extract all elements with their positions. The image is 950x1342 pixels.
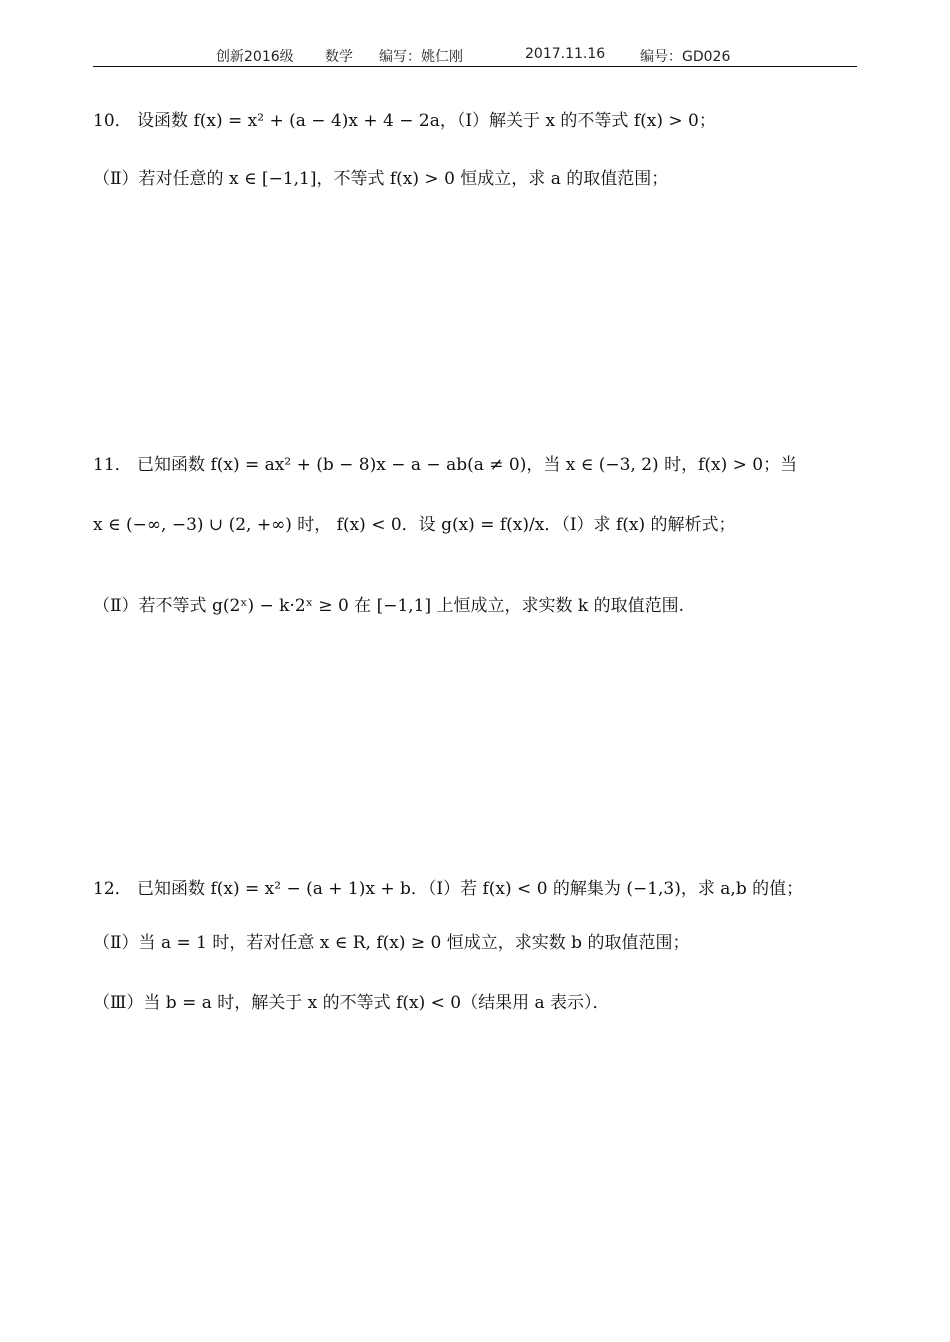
problem-11-line-3: （Ⅱ）若不等式 g(2ˣ) − k·2ˣ ≥ 0 在 [−1,1] 上恒成立，求实数 k 的取值范围. xyxy=(93,596,685,616)
problem-11-number: 11． xyxy=(93,455,132,475)
header-date: 2017.11.16 xyxy=(525,46,606,62)
problem-11-line-1 xyxy=(93,452,797,478)
problem-10-text-1: 设函数 f(x) = x² + (a − 4)x + 4 − 2a，（Ⅰ）解关于 x 的不等式 f(x) > 0； xyxy=(137,111,716,131)
problem-11-line-2: x ∈ (−∞, −3) ∪ (2, +∞) 时， f(x) < 0．设 g(x) = f(x)/x．（Ⅰ）求 f(x) 的解析式； xyxy=(93,515,736,535)
page-header xyxy=(93,44,857,67)
problem-12-line-2: （Ⅱ）当 a = 1 时，若对任意 x ∈ R, f(x) ≥ 0 恒成立，求实数 b 的取值范围； xyxy=(93,933,690,953)
problem-12-number: 12． xyxy=(93,879,132,899)
problem-10-line-2: （Ⅱ）若对任意的 x ∈ [−1,1]，不等式 f(x) > 0 恒成立，求 a 的取值范围； xyxy=(93,169,669,189)
header-series: 创新2016级 xyxy=(216,49,294,65)
problem-12-text-1: 已知函数 f(x) = x² − (a + 1)x + b．（Ⅰ）若 f(x) < 0 的解集为 (−1,3)，求 a,b 的值； xyxy=(137,879,804,899)
problem-11-text-1: 已知函数 f(x) = ax² + (b − 8)x − a − ab(a ≠ 0)，当 x ∈ (−3, 2) 时，f(x) > 0；当 xyxy=(137,455,798,475)
header-subject: 数学 xyxy=(325,49,353,65)
header-author: 编写：姚仁刚 xyxy=(379,49,463,65)
problem-10-number: 10． xyxy=(93,111,132,131)
problem-12-line-3: （Ⅲ）当 b = a 时，解关于 x 的不等式 f(x) < 0（结果用 a 表示）． xyxy=(93,993,610,1013)
problem-10-line-1 xyxy=(93,108,716,134)
problem-12-line-1 xyxy=(93,876,803,902)
header-code: 编号：GD026 xyxy=(640,49,731,65)
